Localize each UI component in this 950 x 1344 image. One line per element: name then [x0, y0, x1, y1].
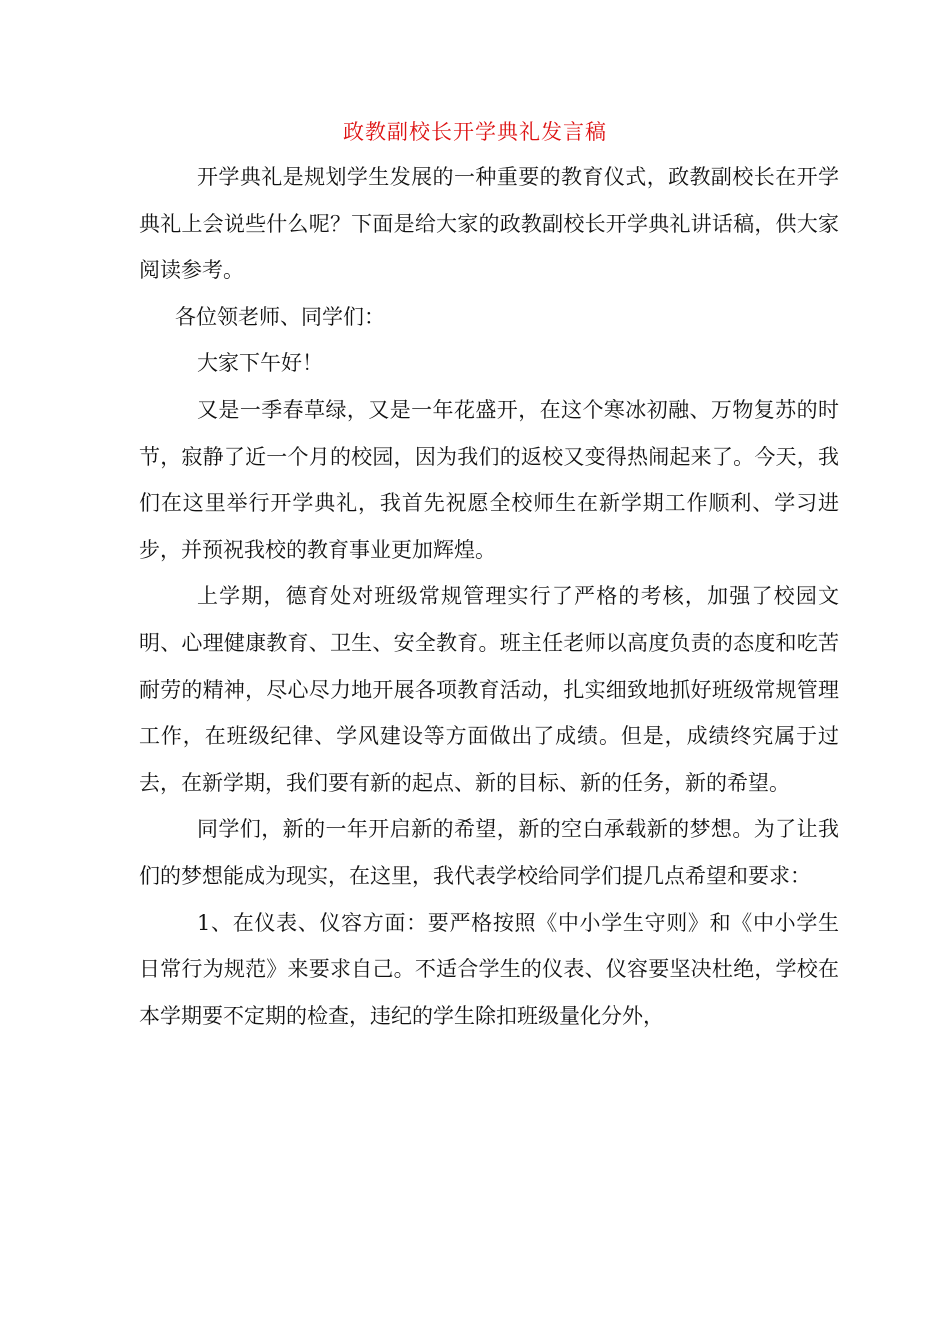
salutation: 各位领老师、同学们：	[175, 304, 385, 329]
paragraph-requirement-1: 1、在仪表、仪容方面：要严格按照《中小学生守则》和《中小学生日常行为规范》来要求自己。不适合学生的仪表、仪容要坚决杜绝，学校在本学期要不定期的检查，违纪的学生除扣班级量化分外，	[139, 910, 839, 1028]
paragraph-spring: 又是一季春草绿，又是一年花盛开，在这个寒冰初融、万物复苏的时节，寂静了近一个月的校园，因为我们的返校又变得热闹起来了。今天，我们在这里举行开学典礼，我首先祝愿全校师生在新学期工作顺利、学习进步，并预祝我校的教育事业更加辉煌。	[139, 397, 839, 562]
paragraph-last-semester: 上学期，德育处对班级常规管理实行了严格的考核，加强了校园文明、心理健康教育、卫生、安全教育。班主任老师以高度负责的态度和吃苦耐劳的精神，尽心尽力地开展各项教育活动，扎实细致地抓好班级常规管理工作，在班级纪律、学风建设等方面做出了成绩。但是，成绩终究属于过去，在新学期，我们要有新的起点、新的目标、新的任务，新的希望。	[139, 584, 839, 795]
document-body	[139, 154, 839, 1039]
document-title: 政教副校长开学典礼发言稿	[343, 120, 607, 144]
intro-paragraph: 开学典礼是规划学生发展的一种重要的教育仪式，政教副校长在开学典礼上会说些什么呢？下面是给大家的政教副校长开学典礼讲话稿，供大家阅读参考。	[139, 165, 839, 283]
paragraph-new-hope: 同学们，新的一年开启新的希望，新的空白承载新的梦想。为了让我们的梦想能成为现实，在这里，我代表学校给同学们提几点希望和要求：	[139, 817, 839, 888]
greeting: 大家下午好！	[197, 351, 323, 376]
